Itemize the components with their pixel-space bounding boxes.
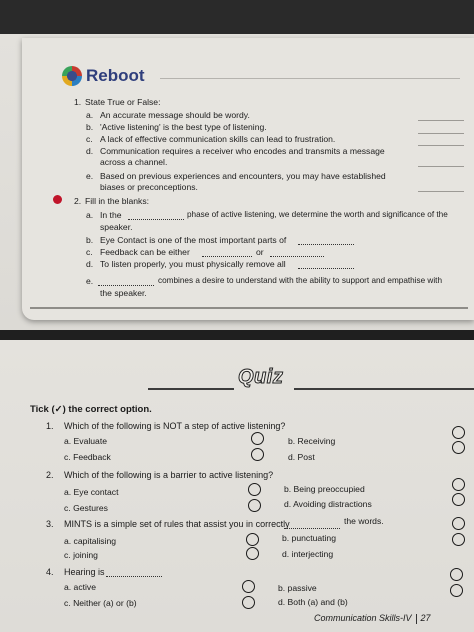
q1-item-text: biases or preconceptions. xyxy=(100,182,198,192)
option-d: d. interjecting xyxy=(282,549,334,559)
option-c: c. Feedback xyxy=(64,452,111,462)
q1-item-text: A lack of effective communication skills can lead to frustration. xyxy=(100,134,336,144)
q1-item-text: Based on previous experiences and encounters, you may have established xyxy=(100,171,386,181)
footer-book-title: Communication Skills-IV xyxy=(314,613,412,623)
quiz-instruction: Tick (✓) the correct option. xyxy=(30,404,152,415)
q1-item-text: Communication requires a receiver who encodes and transmits a message xyxy=(100,146,385,156)
quiz-q-text: Which of the following is a barrier to active listening? xyxy=(64,470,274,480)
answer-line xyxy=(418,145,464,146)
answer-circle[interactable] xyxy=(246,547,259,560)
quiz-q-number: 3. xyxy=(46,519,54,529)
q1-item-letter: c. xyxy=(86,134,93,144)
answer-circle[interactable] xyxy=(248,499,261,512)
option-c: c. Neither (a) or (b) xyxy=(64,598,137,608)
answer-circle[interactable] xyxy=(251,448,264,461)
q1-item-text: An accurate message should be wordy. xyxy=(100,110,250,120)
q1-item-letter: d. xyxy=(86,146,94,156)
q2e-cont: the speaker. xyxy=(100,288,147,298)
quiz-q-number: 4. xyxy=(46,567,54,577)
option-d: d. Avoiding distractions xyxy=(284,499,372,509)
q2b-letter: b. xyxy=(86,235,94,245)
reboot-header xyxy=(62,66,145,86)
answer-circle[interactable] xyxy=(452,533,465,546)
quiz-q-text-after: the words. xyxy=(344,516,384,526)
quiz-title: Quiz xyxy=(238,366,284,388)
footer-divider xyxy=(416,614,417,624)
page-footer xyxy=(314,613,431,624)
option-a: a. Evaluate xyxy=(64,436,107,446)
reboot-title: Reboot xyxy=(86,66,145,85)
q2e-letter: e. xyxy=(86,276,94,286)
q2a-pre: In the xyxy=(100,210,122,220)
q2-number: 2. xyxy=(74,196,82,206)
quiz-q-text: Hearing is xyxy=(64,567,105,577)
blank-line xyxy=(106,567,162,577)
q1-item-text: across a channel. xyxy=(100,157,168,167)
answer-circle[interactable] xyxy=(452,493,465,506)
q2c-letter: c. xyxy=(86,247,93,257)
option-c: c. Gestures xyxy=(64,503,108,513)
q1-number: 1. xyxy=(74,97,82,107)
answer-circle[interactable] xyxy=(242,596,255,609)
q1-item-text: 'Active listening' is the best type of listening. xyxy=(100,122,267,132)
answer-line xyxy=(418,166,464,167)
q2d-letter: d. xyxy=(86,259,94,269)
option-b: b. punctuating xyxy=(282,533,336,543)
quiz-rule-right xyxy=(294,388,474,390)
option-b: b. Being preoccupied xyxy=(284,484,365,494)
q1-item-letter: b. xyxy=(86,122,94,132)
answer-circle[interactable] xyxy=(248,483,261,496)
option-b: b. passive xyxy=(278,583,317,593)
q1-prompt: State True or False: xyxy=(85,97,161,107)
answer-circle[interactable] xyxy=(450,584,463,597)
quiz-rule-left xyxy=(148,388,234,390)
answer-circle[interactable] xyxy=(452,426,465,439)
reboot-header-rule xyxy=(160,78,460,79)
quiz-q-text: Which of the following is NOT a step of active listening? xyxy=(64,421,286,431)
reboot-gear-icon xyxy=(62,66,82,86)
q1-item-letter: a. xyxy=(86,110,94,120)
blank-line xyxy=(284,519,340,529)
option-d: d. Both (a) and (b) xyxy=(278,597,348,607)
answer-circle[interactable] xyxy=(251,432,264,445)
blank-line xyxy=(270,247,324,257)
blank-line xyxy=(128,210,184,220)
option-a: a. active xyxy=(64,582,97,592)
option-a: a. capitalising xyxy=(64,536,117,546)
option-d: d. Post xyxy=(288,452,315,462)
option-c: c. joining xyxy=(64,550,98,560)
answer-line xyxy=(418,191,464,192)
answer-circle[interactable] xyxy=(452,441,465,454)
answer-circle[interactable] xyxy=(450,568,463,581)
quiz-q-number: 1. xyxy=(46,421,54,431)
page-number: 27 xyxy=(420,613,431,623)
blank-line xyxy=(98,276,154,286)
q2-prompt: Fill in the blanks: xyxy=(85,196,150,206)
blank-line xyxy=(202,247,252,257)
q2e-post: combines a desire to understand with the ability to support and empathise with xyxy=(158,276,442,285)
answer-circle[interactable] xyxy=(246,533,259,546)
option-b: b. Receiving xyxy=(288,436,336,446)
red-bullet-marker xyxy=(53,195,62,204)
q2b-text: Eye Contact is one of the most important parts of xyxy=(100,235,287,245)
q2c-pre: Feedback can be either xyxy=(100,247,190,257)
q2a-letter: a. xyxy=(86,210,94,220)
blank-line xyxy=(298,259,354,269)
quiz-q-text: MINTS is a simple set of rules that assist you in correctly xyxy=(64,519,290,529)
q2a-cont: speaker. xyxy=(100,222,133,232)
answer-line xyxy=(418,120,464,121)
quiz-q-number: 2. xyxy=(46,470,54,480)
q2a-post: phase of active listening, we determine the worth and significance of the xyxy=(187,210,448,219)
q2c-mid: or xyxy=(256,247,264,257)
answer-circle[interactable] xyxy=(452,478,465,491)
section-divider xyxy=(30,307,468,309)
blank-line xyxy=(298,235,354,245)
option-a: a. Eye contact xyxy=(64,487,119,497)
answer-circle[interactable] xyxy=(242,580,255,593)
answer-line xyxy=(418,133,464,134)
q2d-text: To listen properly, you must physically remove all xyxy=(100,259,286,269)
answer-circle[interactable] xyxy=(452,517,465,530)
q1-item-letter: e. xyxy=(86,171,94,181)
